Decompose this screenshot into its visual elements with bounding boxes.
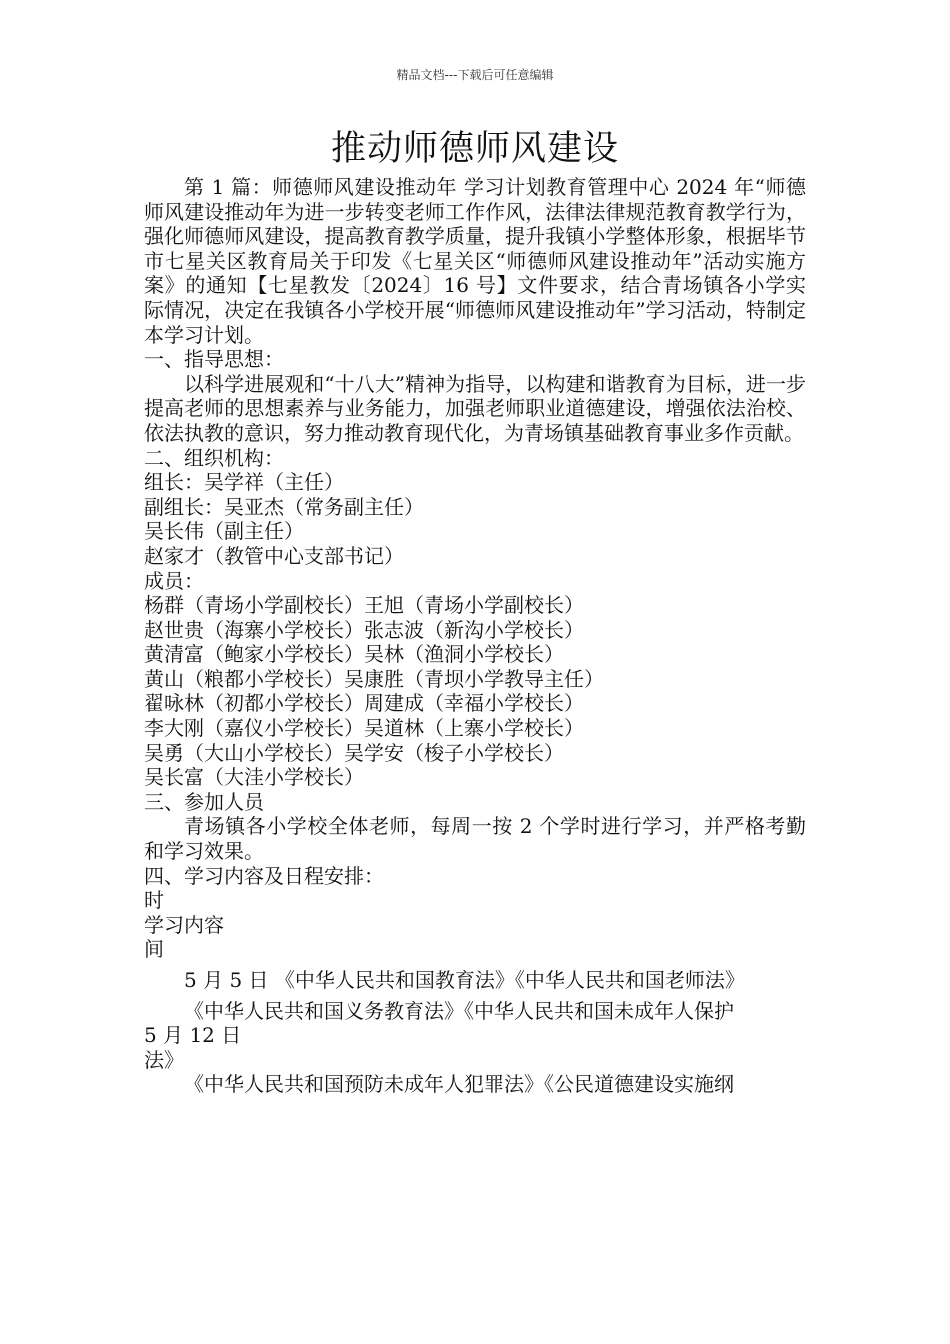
org-line: 黄山（粮都小学校长）吴康胜（青坝小学教导主任） (144, 666, 604, 691)
org-line: 吴勇（大山小学校长）吴学安（梭子小学校长） (144, 740, 564, 765)
section4-heading: 四、学习内容及日程安排： (144, 863, 384, 888)
schedule-header-time-bottom: 间 (144, 937, 164, 962)
schedule-row-2: 《中华人民共和国义务教育法》《中华人民共和国未成年人保护 (184, 998, 734, 1023)
schedule-row-1: 5 月 5 日 《中华人民共和国教育法》《中华人民共和国老师法》 (184, 968, 745, 992)
section3-paragraph: 青场镇各小学校全体老师，每周一按 2 个学时进行学习，并严格考勤和学习效果。 (144, 814, 806, 864)
section3-heading: 三、参加人员 (144, 789, 264, 814)
org-line: 赵世贵（海寨小学校长）张志波（新沟小学校长） (144, 617, 584, 642)
schedule-row-2-tail: 法》 (144, 1047, 184, 1072)
header-note: 精品文档---下载后可任意编辑 (396, 68, 554, 82)
schedule-header-time-top: 时 (144, 888, 164, 913)
schedule-header-content: 学习内容 (144, 912, 224, 937)
org-line: 成员： (144, 568, 204, 593)
org-line: 副组长：吴亚杰（常务副主任） (144, 494, 424, 519)
org-line: 吴长富（大洼小学校长） (144, 765, 364, 790)
org-line: 组长：吴学祥（主任） (144, 470, 344, 495)
section1-paragraph: 以科学进展观和“十八大”精神为指导，以构建和谐教育为目标，进一步提高老师的思想素养与业务能力，加强老师职业道德建设，增强依法治校、依法执教的意识，努力推动教育现代化，为青场镇基础教育事业多作贡献。 (144, 371, 806, 445)
org-line: 杨群（青场小学副校长）王旭（青场小学副校长） (144, 593, 584, 618)
intro-paragraph: 第 1 篇：师德师风建设推动年 学习计划教育管理中心 2024 年“师德师风建设推动年为进一步转变老师工作作风，法律法律规范教育教学行为，强化师德师风建设，提高教育教学质量，提升我镇小学整体形象，根据毕节市七星关区教育局关于印发《七星关区“师德师风建设推动年”活动实施方案》的通知【七星教发〔2024〕16 号】文件要求，结合青场镇各小学实际情况，决定在我镇各小学校开展“师德师风建设推动年”学习活动，特制定本学习计划。 (144, 175, 806, 347)
org-line: 黄清富（鲍家小学校长）吴林（渔洞小学校长） (144, 642, 564, 667)
org-line: 吴长伟（副主任） (144, 519, 304, 544)
org-line: 翟咏林（初都小学校长）周建成（幸福小学校长） (144, 691, 584, 716)
schedule-row-3: 《中华人民共和国预防未成年人犯罪法》《公民道德建设实施纲 (184, 1072, 734, 1097)
section1-heading: 一、指导思想： (144, 347, 284, 372)
schedule-row-2-date: 5 月 12 日 (144, 1023, 242, 1048)
document-body (144, 175, 806, 1097)
org-line: 赵家才（教管中心支部书记） (144, 543, 404, 568)
org-line: 李大刚（嘉仪小学校长）吴道林（上寨小学校长） (144, 716, 584, 741)
section2-heading: 二、组织机构： (144, 445, 284, 470)
document-title: 推动师德师风建设 (330, 129, 619, 169)
